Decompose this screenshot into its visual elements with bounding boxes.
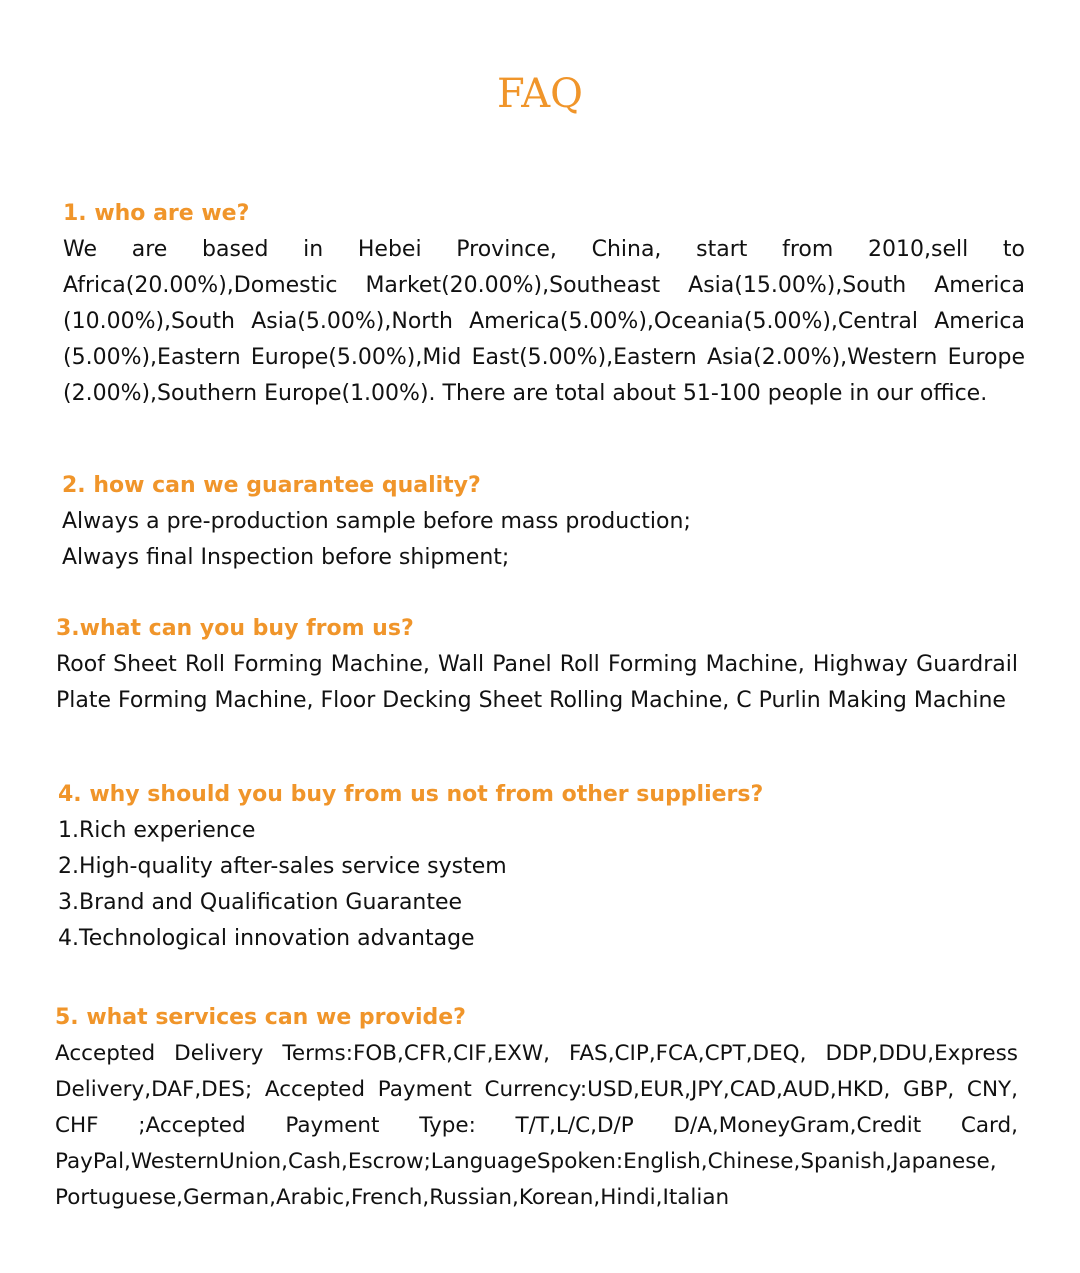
page-title: FAQ [497,71,583,117]
faq-answer: We are based in Hebei Province, China, start from 2010,sell to Africa(20.00%),Domestic Market(20.00%),Southeast Asia(15.00%),South America (10.00%),South Asia(5.00%),North America(5.00%),Oceania(5.00%),Central America (5.00%),Eastern Europe(5.00%),Mid East(5.00%),Eastern Asia(2.00%),Western Europe (2.00%),Southern Europe(1.00%). There are total about 51-100 people in our office. [63,237,1025,406]
faq-question: 5. what services can we provide? [55,1005,466,1030]
faq-item-services [55,1000,1018,1216]
faq-item-why-us [58,777,1020,957]
faq-question: 1. who are we? [63,201,250,226]
answer-line: Always a pre-production sample before mass production; [62,509,691,534]
faq-question: 3.what can you buy from us? [56,616,414,641]
list-item: 4.Technological innovation advantage [58,926,475,951]
faq-answer [58,813,1020,957]
faq-answer: Roof Sheet Roll Forming Machine, Wall Panel Roll Forming Machine, Highway Guardrail Plate Forming Machine, Floor Decking Sheet Rolling Machine, C Purlin Making Machine [56,652,1018,713]
faq-question: 2. how can we guarantee quality? [62,473,481,498]
list-item: 2.High-quality after-sales service system [58,854,507,879]
faq-answer [62,504,1024,576]
faq-item-products [56,611,1018,719]
answer-line: Always final Inspection before shipment; [62,545,510,570]
faq-item-quality [62,468,1024,576]
faq-item-who-are-we [63,196,1025,412]
faq-question: 4. why should you buy from us not from other suppliers? [58,782,764,807]
list-item: 3.Brand and Qualification Guarantee [58,890,463,915]
list-item: 1.Rich experience [58,818,256,843]
faq-answer: Accepted Delivery Terms:FOB,CFR,CIF,EXW, FAS,CIP,FCA,CPT,DEQ, DDP,DDU,Express Delivery,DAF,DES; Accepted Payment Currency:USD,EUR,JPY,CAD,AUD,HKD, GBP, CNY, CHF ;Accepted Payment Type: T/T,L/C,D/P D/A,MoneyGram,Credit Card, PayPal,WesternUnion,Cash,Escrow;LanguageSpoken:English,Chinese,Spanish,Japanese, Portuguese,German,Arabic,French,Russian,Korean,Hindi,Italian [55,1041,1018,1210]
